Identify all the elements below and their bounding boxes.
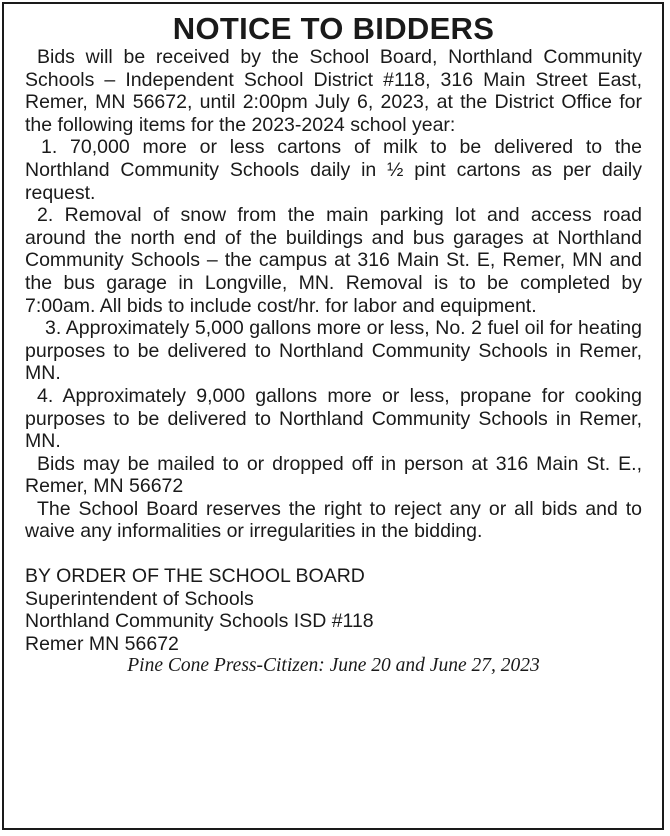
publication-line: Pine Cone Press-Citizen: June 20 and June 27, 2023 [127,655,540,677]
reservation-paragraph: The School Board reserves the right to reject any or all bids and to waive any informalities or irregularities in the bidding. [25,497,642,543]
item-propane: 4. Approximately 9,000 gallons more or less, propane for cooking purposes to be delivered to Northland Community Schools in Remer, MN. [25,384,642,453]
item-milk: 1. 70,000 more or less cartons of milk to be delivered to the Northland Community Schools daily in ½ pint cartons as per daily request. [25,136,642,204]
signature-line-location: Remer MN 56672 [25,632,179,655]
notice-box [2,2,664,830]
spacer [25,543,642,565]
notice-title: NOTICE TO BIDDERS [172,11,495,46]
mailing-paragraph: Bids may be mailed to or dropped off in person at 316 Main St. E., Remer, MN 56672 [25,452,642,498]
signature-line-title: Superintendent of Schools [25,587,254,610]
item-fuel-oil: 3. Approximately 5,000 gallons more or less, No. 2 fuel oil for heating purposes to be delivered to Northland Community Schools in Remer, MN. [25,317,642,385]
item-snow-removal: 2. Removal of snow from the main parking lot and access road around the north end of the buildings and bus garages at Northland Community Schools – the campus at 316 Main St. E, Remer, MN and the bus garage in Longville, MN. Removal is to be completed by 7:00am. All bids to include cost/hr. for labor and equipment. [25,204,642,317]
signature-line-order: BY ORDER OF THE SCHOOL BOARD [25,565,365,588]
intro-paragraph: Bids will be received by the School Board, Northland Community Schools – Independent School District #118, 316 Main Street East, Remer, MN 56672, until 2:00pm July 6, 2023, at the District Office for the following items for the 2023-2024 school year: [25,46,642,136]
signature-line-district: Northland Community Schools ISD #118 [25,610,374,633]
